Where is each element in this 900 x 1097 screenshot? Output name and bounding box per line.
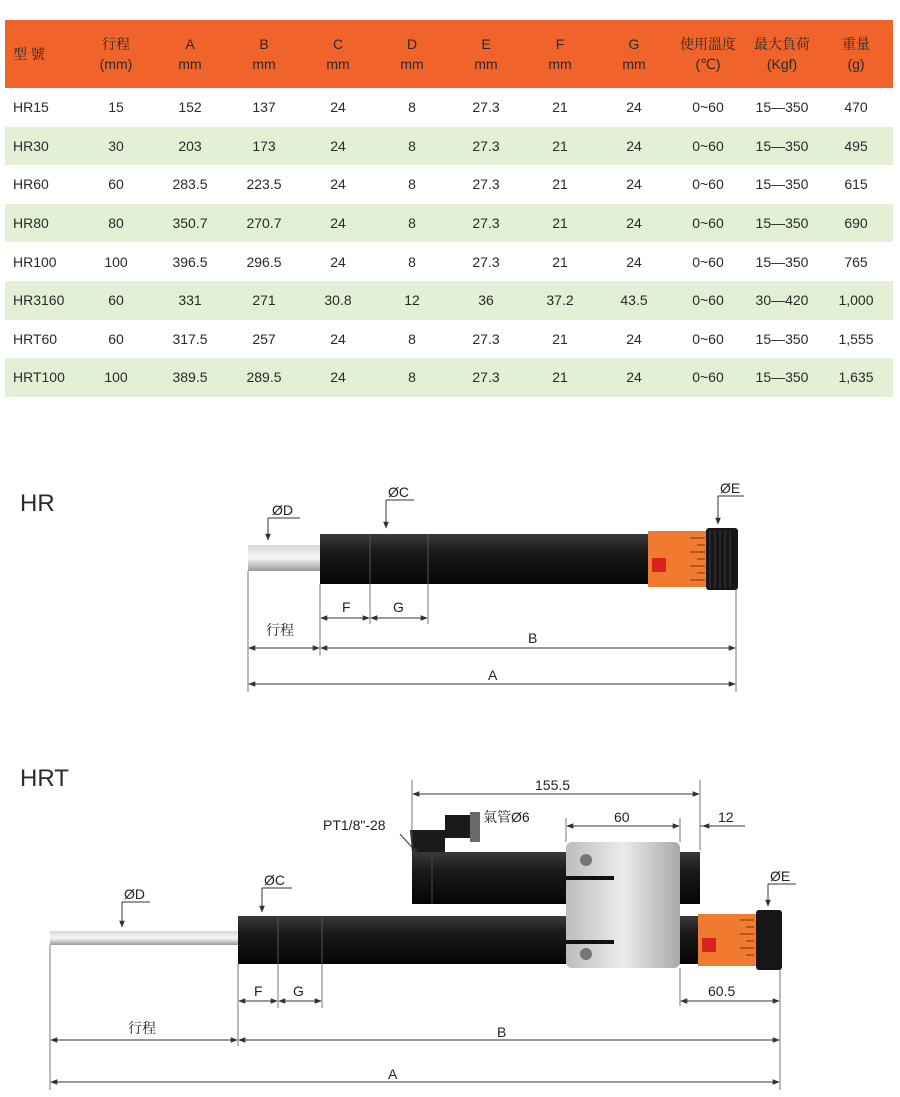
table-cell: 21 — [523, 358, 597, 397]
column-header-line2: (g) — [847, 56, 865, 72]
table-cell: 27.3 — [449, 165, 523, 204]
table-cell: 8 — [375, 358, 449, 397]
table-cell: 21 — [523, 127, 597, 166]
hr-label-b: B — [528, 630, 538, 646]
hrt-piston-rod — [50, 931, 240, 945]
table-cell: 15—350 — [745, 358, 819, 397]
table-cell: 317.5 — [153, 320, 227, 359]
table-cell: 350.7 — [153, 204, 227, 243]
table-cell: 8 — [375, 204, 449, 243]
table-cell: 8 — [375, 127, 449, 166]
column-header-line1: B — [259, 36, 269, 52]
table-cell: 43.5 — [597, 281, 671, 320]
table-cell: 15—350 — [745, 127, 819, 166]
hr-title: HR — [20, 490, 55, 517]
table-cell: 24 — [301, 88, 375, 127]
table-cell: 24 — [597, 165, 671, 204]
table-cell: 60 — [79, 165, 153, 204]
table-cell: 389.5 — [153, 358, 227, 397]
column-header-line1: 最大負荷 — [754, 36, 810, 52]
table-cell: 495 — [819, 127, 893, 166]
table-cell: 24 — [597, 358, 671, 397]
table-cell: 296.5 — [227, 242, 301, 281]
table-cell: 24 — [301, 320, 375, 359]
column-header-line2: mm — [548, 56, 572, 72]
table-cell: 8 — [375, 242, 449, 281]
column-header-line1: 重量 — [842, 36, 870, 52]
model-cell: HRT100 — [5, 358, 79, 397]
table-cell: 271 — [227, 281, 301, 320]
table-cell: 15—350 — [745, 320, 819, 359]
table-cell: 100 — [79, 242, 153, 281]
column-header-line1: A — [185, 36, 195, 52]
table-cell: 30—420 — [745, 281, 819, 320]
table-cell: 24 — [301, 127, 375, 166]
table-cell: 21 — [523, 88, 597, 127]
model-cell: HR15 — [5, 88, 79, 127]
table-cell: 0~60 — [671, 204, 745, 243]
table-cell: 27.3 — [449, 242, 523, 281]
model-cell: HR100 — [5, 242, 79, 281]
table-cell: 27.3 — [449, 204, 523, 243]
table-cell: 331 — [153, 281, 227, 320]
table-cell: 15—350 — [745, 204, 819, 243]
table-cell: 27.3 — [449, 127, 523, 166]
table-cell: 0~60 — [671, 165, 745, 204]
model-cell: HR60 — [5, 165, 79, 204]
table-cell: 137 — [227, 88, 301, 127]
column-header-line1: 行程 — [102, 36, 130, 52]
table-cell: 24 — [597, 127, 671, 166]
table-cell: 60 — [79, 281, 153, 320]
table-cell: 21 — [523, 242, 597, 281]
column-header-line2: mm — [474, 56, 498, 72]
hr-label-od: ØD — [272, 502, 293, 518]
table-cell: 765 — [819, 242, 893, 281]
table-cell: 0~60 — [671, 320, 745, 359]
hrt-label-pt: PT1/8"-28 — [323, 817, 386, 833]
hr-label-a: A — [488, 667, 498, 683]
hr-knurled-nut — [706, 528, 738, 590]
column-header-line1: E — [481, 36, 491, 52]
hr-piston-rod — [248, 545, 320, 571]
table-cell: 396.5 — [153, 242, 227, 281]
hrt-label-b: B — [497, 1024, 507, 1040]
model-cell: HR3160 — [5, 281, 79, 320]
table-cell: 615 — [819, 165, 893, 204]
table-cell: 173 — [227, 127, 301, 166]
table-cell: 0~60 — [671, 88, 745, 127]
hr-label-oc: ØC — [388, 484, 409, 500]
table-cell: 100 — [79, 358, 153, 397]
table-cell: 24 — [301, 204, 375, 243]
hrt-label-605: 60.5 — [708, 983, 736, 999]
column-header-line2: mm — [400, 56, 424, 72]
column-header-line2: mm — [178, 56, 202, 72]
hrt-title: HRT — [20, 765, 69, 792]
table-cell: 24 — [597, 88, 671, 127]
table-cell: 37.2 — [523, 281, 597, 320]
table-cell: 36 — [449, 281, 523, 320]
hr-cylinder-body — [320, 534, 648, 584]
column-header-line2: (Kgf) — [766, 56, 798, 72]
table-cell: 15—350 — [745, 242, 819, 281]
model-cell: HRT60 — [5, 320, 79, 359]
table-cell: 15 — [79, 88, 153, 127]
hrt-label-60: 60 — [614, 809, 630, 825]
table-cell: 24 — [597, 242, 671, 281]
table-cell: 21 — [523, 320, 597, 359]
hrt-knurled-nut — [756, 910, 782, 970]
column-header-line2: mm — [622, 56, 646, 72]
table-cell: 270.7 — [227, 204, 301, 243]
hrt-label-g: G — [293, 983, 304, 999]
table-cell: 24 — [301, 242, 375, 281]
model-cell: HR30 — [5, 127, 79, 166]
table-cell: 1,635 — [819, 358, 893, 397]
table-cell: 1,555 — [819, 320, 893, 359]
table-cell: 27.3 — [449, 358, 523, 397]
hrt-elbow-fitting — [410, 815, 476, 852]
hrt-label-155: 155.5 — [535, 777, 571, 793]
table-cell: 30 — [79, 127, 153, 166]
table-cell: 24 — [301, 358, 375, 397]
table-cell: 8 — [375, 320, 449, 359]
hr-label-oe: ØE — [720, 480, 741, 496]
hrt-label-stroke: 行程 — [128, 1020, 156, 1036]
table-cell: 470 — [819, 88, 893, 127]
hrt-label-f: F — [254, 983, 263, 999]
hr-label-g: G — [393, 599, 404, 615]
model-cell: HR80 — [5, 204, 79, 243]
table-cell: 283.5 — [153, 165, 227, 204]
hr-label-f: F — [342, 599, 351, 615]
table-cell: 8 — [375, 165, 449, 204]
column-header-line2: (℃) — [695, 56, 721, 72]
column-header-line2: mm — [252, 56, 276, 72]
column-header-line1: G — [628, 36, 640, 52]
hrt-label-oc: ØC — [264, 872, 285, 888]
table-cell: 15—350 — [745, 165, 819, 204]
column-header-line1: 型 號 — [13, 46, 45, 62]
table-cell: 60 — [79, 320, 153, 359]
table-cell: 0~60 — [671, 242, 745, 281]
table-cell: 8 — [375, 88, 449, 127]
hrt-label-oe: ØE — [770, 868, 791, 884]
table-cell: 27.3 — [449, 88, 523, 127]
table-cell: 30.8 — [301, 281, 375, 320]
table-cell: 12 — [375, 281, 449, 320]
hrt-label-a: A — [388, 1066, 398, 1082]
table-cell: 27.3 — [449, 320, 523, 359]
hrt-label-12: 12 — [718, 809, 734, 825]
table-cell: 257 — [227, 320, 301, 359]
table-cell: 24 — [301, 165, 375, 204]
table-cell: 289.5 — [227, 358, 301, 397]
column-header-line1: F — [555, 36, 565, 52]
table-cell: 0~60 — [671, 358, 745, 397]
table-cell: 21 — [523, 165, 597, 204]
table-cell: 690 — [819, 204, 893, 243]
table-cell: 24 — [597, 320, 671, 359]
table-cell: 0~60 — [671, 127, 745, 166]
table-cell: 24 — [597, 204, 671, 243]
hr-label-stroke: 行程 — [266, 622, 294, 638]
table-cell: 21 — [523, 204, 597, 243]
column-header-line1: 使用溫度 — [680, 36, 736, 52]
column-header-line2: (mm) — [99, 56, 133, 72]
column-header-line2: mm — [326, 56, 350, 72]
table-cell: 1,000 — [819, 281, 893, 320]
hrt-label-od: ØD — [124, 886, 145, 902]
table-cell: 152 — [153, 88, 227, 127]
column-header-line1: C — [332, 36, 344, 52]
table-cell: 223.5 — [227, 165, 301, 204]
table-cell: 0~60 — [671, 281, 745, 320]
table-cell: 80 — [79, 204, 153, 243]
hrt-label-hose: 氣管Ø6 — [483, 809, 530, 825]
column-header-line1: D — [406, 36, 418, 52]
table-cell: 15—350 — [745, 88, 819, 127]
table-cell: 203 — [153, 127, 227, 166]
